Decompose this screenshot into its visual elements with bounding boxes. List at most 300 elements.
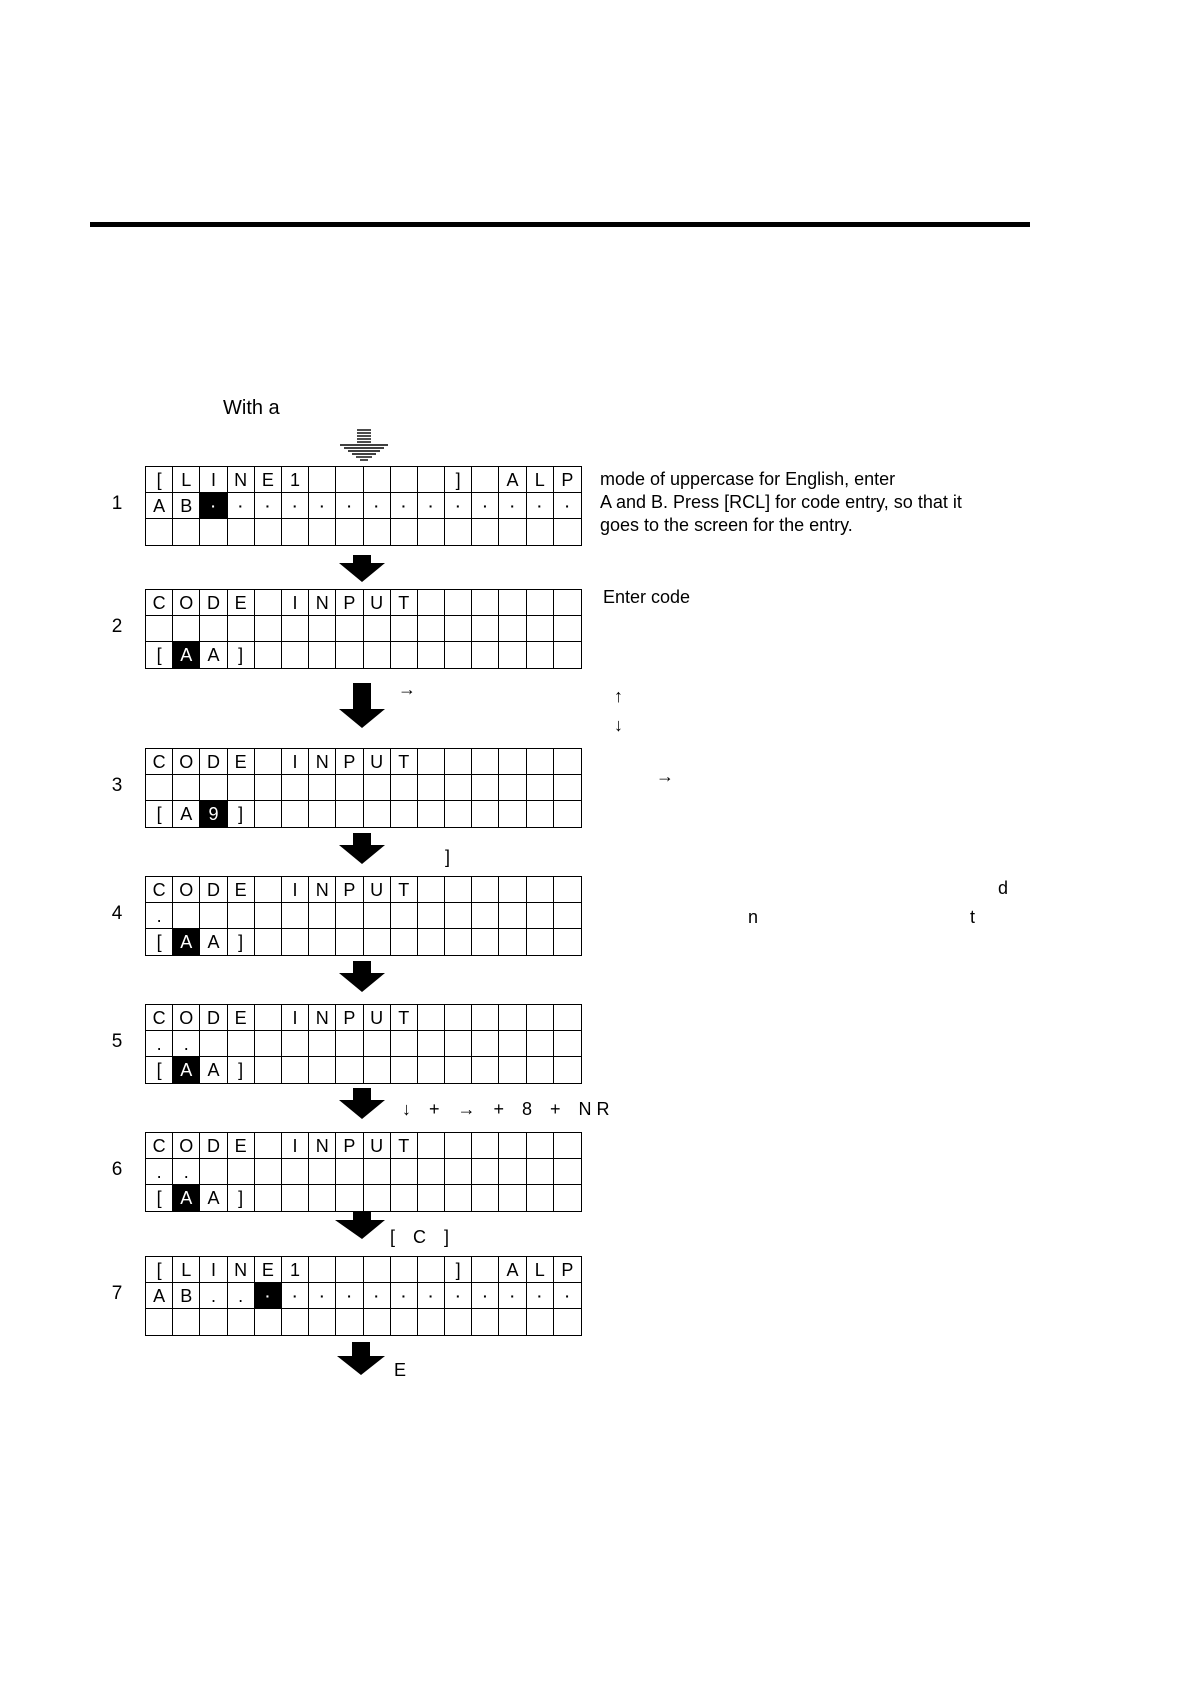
lcd-cell xyxy=(445,801,472,827)
lcd-cell: · xyxy=(391,493,418,519)
lcd-cell: L xyxy=(527,467,554,493)
lcd-cell: A xyxy=(200,642,227,668)
down-arrow-icon xyxy=(338,961,386,993)
lcd-cell xyxy=(173,616,200,642)
lcd-cell: . xyxy=(200,1283,227,1309)
lcd-cell xyxy=(228,1309,255,1335)
lcd-cell xyxy=(418,642,445,668)
lcd-cell xyxy=(418,1057,445,1083)
lcd-cell xyxy=(228,616,255,642)
lcd-cell xyxy=(364,1309,391,1335)
arrow-note-c-key: [ C ] xyxy=(390,1227,450,1247)
down-arrow-icon xyxy=(338,555,386,583)
lcd-cell xyxy=(282,801,309,827)
lcd-cell: A xyxy=(200,1057,227,1083)
lcd-cell xyxy=(364,1031,391,1057)
lcd-cell xyxy=(554,1057,581,1083)
lcd-cell: B xyxy=(173,493,200,519)
lcd-cell: N xyxy=(309,590,336,616)
lcd-cell xyxy=(255,1057,282,1083)
lcd-cell xyxy=(336,642,363,668)
lcd-cell: ] xyxy=(228,1185,255,1211)
lcd-cell xyxy=(499,749,526,775)
lcd-cell xyxy=(554,616,581,642)
lcd-cell xyxy=(146,775,173,801)
lcd-cell xyxy=(336,1185,363,1211)
lcd-cell: · xyxy=(554,493,581,519)
lcd-cell xyxy=(527,1057,554,1083)
lcd-cell: P xyxy=(336,1005,363,1031)
lcd-cell: U xyxy=(364,1133,391,1159)
lcd-cell: ] xyxy=(228,642,255,668)
lcd-cell xyxy=(336,616,363,642)
lcd-cell: N xyxy=(309,1005,336,1031)
lcd-cell xyxy=(309,1309,336,1335)
lcd-cell xyxy=(255,616,282,642)
lcd-cell xyxy=(173,519,200,545)
lcd-cell: D xyxy=(200,590,227,616)
lcd-cell xyxy=(445,1133,472,1159)
lcd-screen-step-1 xyxy=(145,466,582,546)
lcd-cell xyxy=(472,1133,499,1159)
lcd-cell xyxy=(418,467,445,493)
lcd-cell xyxy=(336,1309,363,1335)
lcd-screen-step-5 xyxy=(145,1004,582,1084)
lcd-cell: . xyxy=(146,903,173,929)
lcd-cell: [ xyxy=(146,1057,173,1083)
lcd-cell: . xyxy=(173,1031,200,1057)
lcd-cell xyxy=(499,775,526,801)
lcd-cell xyxy=(309,801,336,827)
lcd-cell xyxy=(309,1031,336,1057)
lcd-cell xyxy=(282,929,309,955)
lcd-cell xyxy=(418,1257,445,1283)
lcd-cell: P xyxy=(336,1133,363,1159)
lcd-cell: E xyxy=(228,749,255,775)
lcd-cell xyxy=(418,749,445,775)
lcd-cell xyxy=(418,1133,445,1159)
lcd-cell xyxy=(418,877,445,903)
lcd-cell xyxy=(554,1005,581,1031)
lcd-cell: · xyxy=(228,493,255,519)
lcd-cell xyxy=(309,616,336,642)
lcd-cell xyxy=(309,642,336,668)
lcd-cell: O xyxy=(173,1133,200,1159)
lcd-cell xyxy=(445,590,472,616)
lcd-cell xyxy=(282,1031,309,1057)
lcd-cell: P xyxy=(336,877,363,903)
lcd-cell xyxy=(472,775,499,801)
lcd-cell: · xyxy=(309,493,336,519)
lcd-cell: O xyxy=(173,590,200,616)
lcd-cell xyxy=(282,519,309,545)
lcd-cell xyxy=(445,775,472,801)
lcd-cell xyxy=(445,642,472,668)
lcd-cell: U xyxy=(364,749,391,775)
lcd-cell: I xyxy=(282,877,309,903)
lcd-cell xyxy=(173,1309,200,1335)
down-arrow-icon xyxy=(336,1342,386,1376)
lcd-cell: L xyxy=(173,1257,200,1283)
lcd-cell xyxy=(364,1185,391,1211)
arrow-note-bracket: ] xyxy=(445,847,451,867)
lcd-cell xyxy=(499,801,526,827)
lcd-cell xyxy=(418,801,445,827)
down-arrow-icon xyxy=(338,1088,386,1120)
lcd-cell: ] xyxy=(228,929,255,955)
lcd-cell xyxy=(200,1309,227,1335)
lcd-cell: A xyxy=(146,1283,173,1309)
lcd-cell xyxy=(499,1133,526,1159)
lcd-cell xyxy=(173,775,200,801)
lcd-cell: · xyxy=(554,1283,581,1309)
lcd-cell xyxy=(527,1005,554,1031)
lcd-cell xyxy=(527,929,554,955)
lcd-cell xyxy=(255,1133,282,1159)
lcd-cell: N xyxy=(309,1133,336,1159)
lcd-cell: T xyxy=(391,1005,418,1031)
lcd-cell xyxy=(418,1309,445,1335)
lcd-cell xyxy=(527,749,554,775)
lcd-cell xyxy=(472,929,499,955)
lcd-cell xyxy=(499,1309,526,1335)
lcd-cell: P xyxy=(554,1257,581,1283)
lcd-cell: E xyxy=(255,1257,282,1283)
step-number: 2 xyxy=(111,616,123,637)
lcd-cell xyxy=(472,1159,499,1185)
lcd-cell xyxy=(391,616,418,642)
lcd-cell xyxy=(418,929,445,955)
lcd-screen-step-7 xyxy=(145,1256,582,1336)
lcd-cell: N xyxy=(228,467,255,493)
lcd-cell: · xyxy=(418,1283,445,1309)
lcd-cell xyxy=(364,775,391,801)
lcd-cell: D xyxy=(200,877,227,903)
lcd-cell xyxy=(146,519,173,545)
lcd-cell xyxy=(309,929,336,955)
lcd-cell xyxy=(418,903,445,929)
step-4-description-fragment: n xyxy=(748,907,759,927)
lcd-cell: A xyxy=(200,929,227,955)
lcd-cell xyxy=(391,1159,418,1185)
lcd-cell xyxy=(554,1159,581,1185)
lcd-cell: · xyxy=(499,1283,526,1309)
step-number: 3 xyxy=(111,775,123,796)
lcd-cell: · xyxy=(445,493,472,519)
lcd-cell: . xyxy=(146,1031,173,1057)
lcd-cell: [ xyxy=(146,467,173,493)
lcd-cell: ] xyxy=(445,467,472,493)
lcd-cell xyxy=(391,1031,418,1057)
lcd-cell xyxy=(336,467,363,493)
lcd-cell xyxy=(282,903,309,929)
lcd-cell xyxy=(255,775,282,801)
lcd-cell xyxy=(200,903,227,929)
lcd-cell xyxy=(336,519,363,545)
lcd-cell xyxy=(527,1159,554,1185)
lcd-cell xyxy=(472,801,499,827)
intro-text: With a xyxy=(223,397,280,419)
lcd-cell: · xyxy=(255,493,282,519)
lcd-cell: U xyxy=(364,1005,391,1031)
lcd-cell: · xyxy=(391,1283,418,1309)
lcd-cell xyxy=(445,1057,472,1083)
lcd-cell: · xyxy=(527,493,554,519)
lcd-cell: · xyxy=(472,1283,499,1309)
lcd-cell xyxy=(309,1057,336,1083)
lcd-cell xyxy=(527,519,554,545)
lcd-cell: . xyxy=(228,1283,255,1309)
lcd-cell xyxy=(391,929,418,955)
lcd-cell xyxy=(527,1309,554,1335)
lcd-cell xyxy=(418,590,445,616)
lcd-cell xyxy=(228,903,255,929)
lcd-cell xyxy=(472,1185,499,1211)
arrow-note-up: ↑ xyxy=(614,686,623,706)
lcd-cell xyxy=(472,642,499,668)
lcd-cell xyxy=(499,903,526,929)
lcd-cell: O xyxy=(173,1005,200,1031)
lcd-cell xyxy=(228,775,255,801)
lcd-cell: I xyxy=(282,1005,309,1031)
lcd-cell xyxy=(364,1257,391,1283)
down-arrow-icon xyxy=(338,833,386,865)
lcd-cell: T xyxy=(391,877,418,903)
lcd-cell: ] xyxy=(445,1257,472,1283)
lcd-cell xyxy=(364,1159,391,1185)
lcd-cell xyxy=(554,642,581,668)
lcd-cell: A xyxy=(146,493,173,519)
lcd-screen-step-3 xyxy=(145,748,582,828)
lcd-cell: D xyxy=(200,1133,227,1159)
lcd-cell xyxy=(499,1057,526,1083)
lcd-cell: P xyxy=(336,590,363,616)
lcd-cell xyxy=(173,903,200,929)
lcd-cell: C xyxy=(146,1005,173,1031)
lcd-cell: E xyxy=(228,877,255,903)
lcd-cell xyxy=(418,1185,445,1211)
lcd-cell xyxy=(472,1005,499,1031)
lcd-cell xyxy=(554,1309,581,1335)
lcd-cell xyxy=(418,616,445,642)
lcd-cell: A xyxy=(173,1185,200,1211)
lcd-cell: E xyxy=(228,590,255,616)
lcd-cell xyxy=(445,929,472,955)
lcd-cell: D xyxy=(200,1005,227,1031)
lcd-cell: P xyxy=(554,467,581,493)
lcd-cell: ] xyxy=(228,801,255,827)
lcd-cell xyxy=(364,929,391,955)
lcd-cell: · xyxy=(364,493,391,519)
lcd-cell: C xyxy=(146,877,173,903)
lcd-cell: O xyxy=(173,877,200,903)
lcd-screen-step-2 xyxy=(145,589,582,669)
lcd-cell xyxy=(336,775,363,801)
lcd-cell xyxy=(445,616,472,642)
lcd-cell xyxy=(309,519,336,545)
lcd-cell: T xyxy=(391,590,418,616)
lcd-cell xyxy=(146,616,173,642)
lcd-cell xyxy=(200,519,227,545)
lcd-cell xyxy=(499,877,526,903)
lcd-cell xyxy=(472,590,499,616)
lcd-cell xyxy=(527,590,554,616)
lcd-cell: B xyxy=(173,1283,200,1309)
lcd-cell xyxy=(255,590,282,616)
lcd-cell xyxy=(309,1185,336,1211)
lcd-cell: I xyxy=(282,749,309,775)
lcd-cell xyxy=(336,801,363,827)
lcd-cell: [ xyxy=(146,929,173,955)
lcd-cell: [ xyxy=(146,1185,173,1211)
lcd-cell: 1 xyxy=(282,1257,309,1283)
lcd-cell: · xyxy=(445,1283,472,1309)
lcd-cell xyxy=(391,1057,418,1083)
lcd-cell xyxy=(200,616,227,642)
lcd-cell xyxy=(418,1159,445,1185)
lcd-cell xyxy=(472,616,499,642)
lcd-cell xyxy=(336,1257,363,1283)
lcd-cell xyxy=(309,903,336,929)
lcd-cell: E xyxy=(255,467,282,493)
lcd-cell xyxy=(336,1159,363,1185)
lcd-cell: · xyxy=(309,1283,336,1309)
step-number: 5 xyxy=(111,1031,123,1052)
lcd-cell xyxy=(418,1005,445,1031)
arrow-note-down: ↓ xyxy=(614,715,623,735)
lcd-cell xyxy=(391,467,418,493)
lcd-cell xyxy=(554,519,581,545)
lcd-screen-step-6 xyxy=(145,1132,582,1212)
lcd-screen-step-4 xyxy=(145,876,582,956)
lcd-cell xyxy=(472,749,499,775)
lcd-cell xyxy=(472,1309,499,1335)
lcd-cell: D xyxy=(200,749,227,775)
lcd-cell xyxy=(255,749,282,775)
lcd-cell xyxy=(527,1031,554,1057)
lcd-cell: I xyxy=(282,590,309,616)
lcd-cell xyxy=(499,1159,526,1185)
lcd-cell: C xyxy=(146,590,173,616)
lcd-cell xyxy=(554,929,581,955)
lcd-cell xyxy=(472,1257,499,1283)
lcd-cell: 9 xyxy=(200,801,227,827)
lcd-cell xyxy=(418,519,445,545)
lcd-cell xyxy=(499,616,526,642)
lcd-cell xyxy=(255,903,282,929)
lcd-cell: · xyxy=(418,493,445,519)
lcd-cell xyxy=(282,775,309,801)
lcd-cell: · xyxy=(200,493,227,519)
lcd-cell xyxy=(472,877,499,903)
lcd-cell: T xyxy=(391,1133,418,1159)
lcd-cell xyxy=(554,1031,581,1057)
lcd-cell xyxy=(554,903,581,929)
lcd-cell: 1 xyxy=(282,467,309,493)
lcd-cell xyxy=(391,903,418,929)
lcd-cell xyxy=(527,642,554,668)
lcd-cell xyxy=(364,519,391,545)
lcd-cell: · xyxy=(527,1283,554,1309)
lcd-cell xyxy=(554,877,581,903)
lcd-cell xyxy=(554,590,581,616)
lcd-cell xyxy=(200,1159,227,1185)
lcd-cell xyxy=(309,1257,336,1283)
lcd-cell xyxy=(527,903,554,929)
lcd-cell xyxy=(146,1309,173,1335)
lcd-cell xyxy=(445,1031,472,1057)
lcd-cell xyxy=(472,519,499,545)
lcd-cell: [ xyxy=(146,1257,173,1283)
arrow-note-right: → xyxy=(398,679,416,699)
lcd-cell: E xyxy=(228,1005,255,1031)
lcd-cell xyxy=(554,1133,581,1159)
lcd-cell: O xyxy=(173,749,200,775)
lcd-cell xyxy=(527,1133,554,1159)
lcd-cell xyxy=(391,801,418,827)
lcd-cell xyxy=(364,1057,391,1083)
lcd-cell xyxy=(255,1309,282,1335)
lcd-cell xyxy=(364,903,391,929)
lcd-cell: ] xyxy=(228,1057,255,1083)
lcd-cell xyxy=(255,1031,282,1057)
lcd-cell xyxy=(309,467,336,493)
lcd-cell xyxy=(255,1159,282,1185)
lcd-cell: · xyxy=(282,1283,309,1309)
step-number: 6 xyxy=(111,1159,123,1180)
lcd-cell xyxy=(527,1185,554,1211)
lcd-cell xyxy=(364,801,391,827)
step-number: 7 xyxy=(111,1283,123,1304)
lcd-cell xyxy=(282,1185,309,1211)
lcd-cell xyxy=(499,590,526,616)
lcd-cell: · xyxy=(336,493,363,519)
lcd-cell xyxy=(255,642,282,668)
lcd-cell: · xyxy=(255,1283,282,1309)
lcd-cell xyxy=(364,467,391,493)
lcd-cell xyxy=(445,1159,472,1185)
lcd-cell: L xyxy=(527,1257,554,1283)
step-number: 4 xyxy=(111,903,123,924)
lcd-cell: · xyxy=(282,493,309,519)
lcd-cell xyxy=(282,1309,309,1335)
lcd-cell xyxy=(391,775,418,801)
lcd-cell xyxy=(336,1031,363,1057)
lcd-cell xyxy=(472,1057,499,1083)
lcd-cell: A xyxy=(499,467,526,493)
lcd-cell xyxy=(499,642,526,668)
down-arrow-icon xyxy=(334,1212,386,1240)
lcd-cell xyxy=(527,801,554,827)
lcd-cell: A xyxy=(499,1257,526,1283)
lcd-cell xyxy=(527,877,554,903)
lcd-cell xyxy=(255,801,282,827)
step-4-description-fragment: t xyxy=(970,907,976,927)
lcd-cell: · xyxy=(472,493,499,519)
lcd-cell xyxy=(309,1159,336,1185)
lcd-cell: N xyxy=(228,1257,255,1283)
lcd-cell xyxy=(255,1005,282,1031)
lcd-cell xyxy=(282,1159,309,1185)
lcd-cell xyxy=(336,903,363,929)
lcd-cell xyxy=(527,616,554,642)
lcd-cell xyxy=(527,775,554,801)
lcd-cell: A xyxy=(173,1057,200,1083)
lcd-cell: · xyxy=(364,1283,391,1309)
lcd-cell xyxy=(499,519,526,545)
lcd-cell xyxy=(554,801,581,827)
lcd-cell: · xyxy=(336,1283,363,1309)
